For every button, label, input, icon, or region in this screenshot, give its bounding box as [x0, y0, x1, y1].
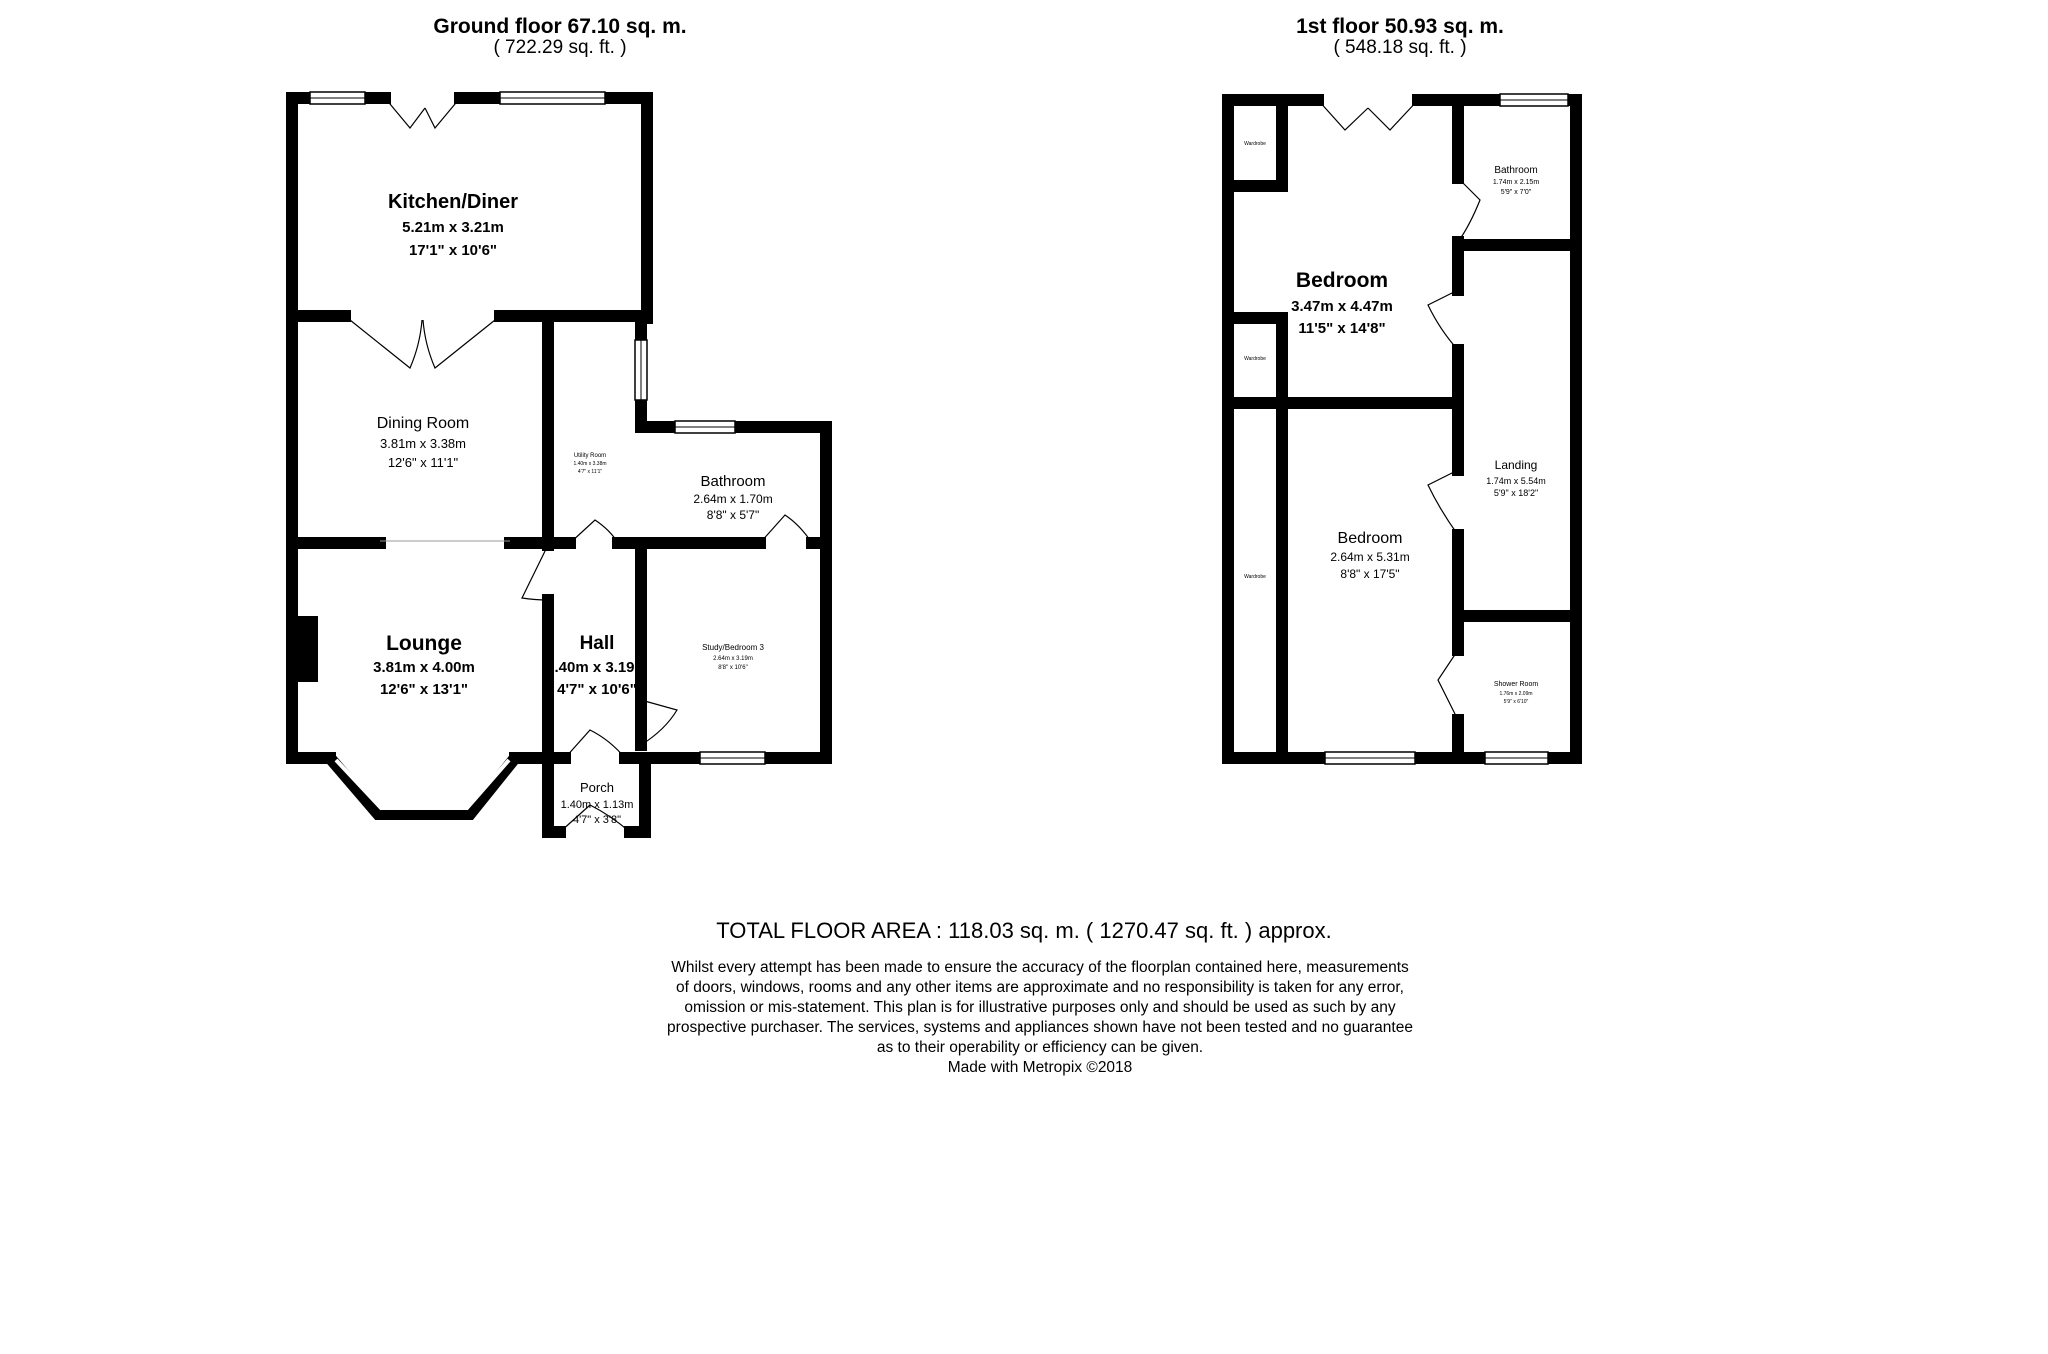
room-imperial-dining: 12'6" x 11'1" [387, 455, 459, 470]
room-name-study: Study/Bedroom 3 [702, 643, 764, 652]
room-metric-shower: 1.76m x 2.09m [1499, 691, 1533, 697]
room-name-bedroom-1: Bedroom [1295, 269, 1389, 292]
window [500, 92, 605, 104]
room-imperial-landing: 5'9" x 18'2" [1493, 488, 1539, 498]
door [1318, 100, 1368, 130]
room-imperial-bathroom-1f: 5'9" x 7'0" [1500, 189, 1532, 196]
bay-window [330, 758, 515, 814]
door [1438, 650, 1458, 720]
room-name-bathroom-1f: Bathroom [1494, 165, 1538, 176]
room-name-bathroom: Bathroom [700, 473, 766, 490]
room-metric-bathroom: 2.64m x 1.70m [693, 492, 773, 506]
room-name-utility: Utility Room [573, 453, 607, 459]
room-metric-bathroom-1f: 1.74m x 2.15m [1492, 179, 1540, 186]
room-metric-utility: 1.40m x 3.38m [573, 461, 607, 467]
room-name-kitchen: Kitchen/Diner [387, 191, 519, 213]
room-metric-bedroom-1: 3.47m x 4.47m [1291, 298, 1393, 315]
first-floor-subtitle: ( 548.18 sq. ft. ) [1333, 37, 1467, 58]
disclaimer [600, 958, 1480, 1078]
room-metric-study: 2.64m x 3.19m [713, 656, 753, 662]
door [760, 515, 812, 543]
room-name-porch: Porch [580, 780, 614, 795]
first-floor-walls [1228, 100, 1576, 758]
window [635, 340, 647, 400]
door [423, 316, 500, 368]
door [522, 545, 548, 600]
door [565, 730, 625, 758]
wardrobe-label: Wardrobe [1244, 356, 1266, 362]
room-metric-bedroom-2: 2.64m x 5.31m [1330, 550, 1410, 564]
total-floor-area: TOTAL FLOOR AREA : 118.03 sq. m. ( 1270.47 sq. ft. ) approx. [716, 918, 1332, 943]
room-name-bedroom-2: Bedroom [1337, 530, 1403, 547]
window [1325, 752, 1415, 764]
made-with-credit: Made with Metropix ©2018 [947, 1059, 1133, 1076]
door [1458, 178, 1480, 242]
room-metric-kitchen: 5.21m x 3.21m [402, 219, 504, 236]
room-imperial-bedroom-2: 8'8" x 17'5" [1340, 567, 1400, 581]
disclaimer-line: Whilst every attempt has been made to ensure the accuracy of the floorplan contained here, measurements [671, 959, 1409, 976]
room-imperial-porch: 4'7" x 3'8" [572, 814, 622, 826]
window [1485, 752, 1548, 764]
door [1368, 100, 1418, 130]
window [700, 752, 765, 764]
door [1428, 470, 1458, 535]
ground-floor-plan [292, 92, 826, 832]
room-name-landing: Landing [1494, 458, 1538, 472]
room-metric-landing: 1.74m x 5.54m [1486, 476, 1546, 486]
room-imperial-study: 8'8" x 10'6" [718, 665, 748, 671]
first-floor-windows [1325, 94, 1568, 764]
room-name-dining: Dining Room [376, 415, 470, 432]
ground-floor-walls [292, 98, 826, 832]
wardrobe-label: Wardrobe [1244, 141, 1266, 147]
ground-floor-title: Ground floor 67.10 sq. m. [433, 15, 687, 38]
disclaimer-line: as to their operability or efficiency can be given. [876, 1039, 1204, 1056]
room-imperial-bedroom-1: 11'5" x 14'8" [1298, 320, 1386, 337]
room-metric-dining: 3.81m x 3.38m [380, 436, 466, 451]
window [1500, 94, 1568, 106]
door [1428, 290, 1458, 350]
room-metric-porch: 1.40m x 1.13m [560, 799, 634, 811]
room-imperial-utility: 4'7" x 11'1" [577, 469, 603, 475]
room-name-hall: Hall [579, 633, 615, 654]
disclaimer-line: of doors, windows, rooms and any other items are approximate and no responsibility is taken for any error, [675, 979, 1404, 996]
window [310, 92, 365, 104]
room-imperial-shower: 5'9" x 6'10" [1503, 699, 1529, 705]
ground-floor-labels [373, 191, 773, 826]
fireplace [298, 616, 318, 682]
room-metric-hall: 1.40m x 3.19m [546, 659, 648, 676]
disclaimer-line: omission or mis-statement. This plan is for illustrative purposes only and should be used as such by any [684, 999, 1396, 1016]
window [675, 421, 735, 433]
door [570, 520, 618, 543]
disclaimer-line: prospective purchaser. The services, systems and appliances shown have not been tested and no guarantee [667, 1019, 1413, 1036]
room-metric-lounge: 3.81m x 4.00m [373, 659, 475, 676]
ground-floor-subtitle: ( 722.29 sq. ft. ) [493, 37, 627, 58]
room-imperial-lounge: 12'6" x 13'1" [379, 681, 469, 698]
wardrobe-label: Wardrobe [1244, 574, 1266, 580]
room-imperial-hall: 4'7" x 10'6" [557, 681, 637, 698]
door [345, 316, 422, 368]
room-name-lounge: Lounge [386, 632, 462, 655]
first-floor-plan [1228, 94, 1576, 764]
first-floor-title: 1st floor 50.93 sq. m. [1296, 15, 1504, 38]
room-imperial-bathroom: 8'8" x 5'7" [706, 508, 760, 522]
room-name-shower: Shower Room [1493, 681, 1539, 688]
room-imperial-kitchen: 17'1" x 10'6" [408, 242, 498, 259]
